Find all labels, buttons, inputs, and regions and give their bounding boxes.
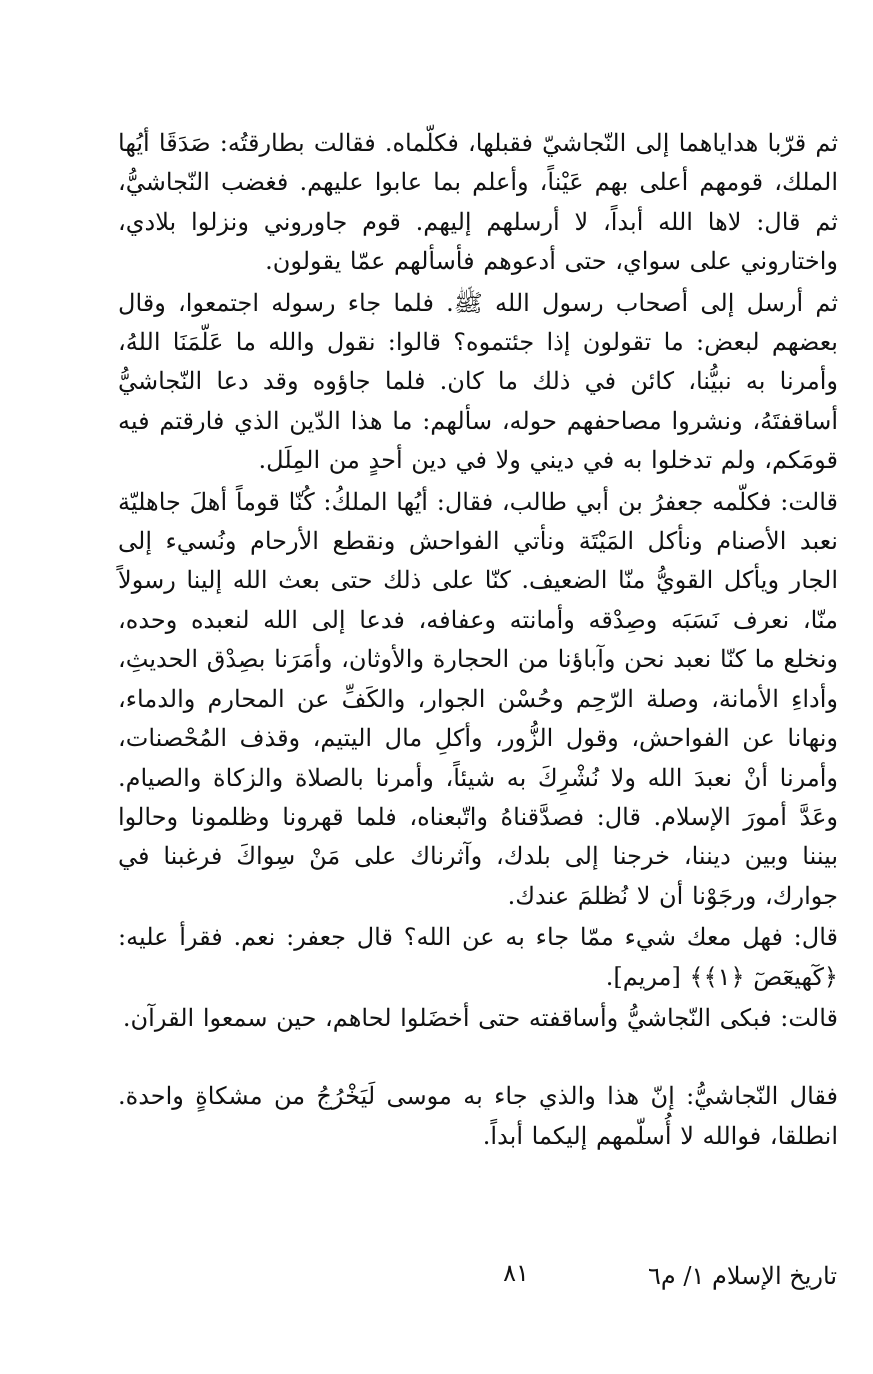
paragraph-1: ثم قرّبا هداياهما إلى النّجاشيّ فقبلها، فكلّماه. فقالت بطارقتُه: صَدَقَا أيُها الملك، قومهم أعلى بهم عَيْناً، وأعلم بما عابوا عليهم. فغضب النّجاشيُّ، ثم قال: لاها الله أبداً، لا أرسلهم إليهم. قوم جاوروني ونزلوا بلادي، واختاروني على سواي، حتى أدعوهم فأسألهم عمّا يقولون.: [118, 129, 838, 276]
paragraph-3: قالت: فكلّمه جعفرُ بن أبي طالب، فقال: أيُها الملكُ: كُنّا قوماً أهلَ جاهليّة نعبد الأصنام ونأكل المَيْتَة ونأتي الفواحش ونقطع الأرحام ونُسيء إلى الجار ويأكل القويُّ منّا الضعيف. كنّا على ذلك حتى بعث الله إلينا رسولاً منّا، نعرف نَسَبَه وصِدْقه وأمانته وعفافه، فدعا إلى الله لنعبده وحده، ونخلع ما كنّا نعبد نحن وآباؤنا من الحجارة والأوثان، وأمَرَنا بصِدْق الحديثِ، وأداءِ الأمانة، وصلة الرّحِم وحُسْن الجوار، والكَفِّ عن المحارم والدماء، ونهانا عن الفواحش، وقول الزُّور، وأكلِ مال اليتيم، وقذف المُحْصنات، وأمرنا أنْ نعبدَ الله ولا نُشْرِكَ به شيئاً، وأمرنا بالصلاة والزكاة والصيام. وعَدَّ أمورَ الإسلام. قال: فصدَّقناهُ واتّبعناه، فلما قهرونا وظلمونا وحالوا بيننا وبين ديننا، خرجنا إلى بلدك، وآثرناك على مَنْ سِواكَ فرغبنا في جوارك، ورجَوْنا أن لا نُظلمَ عندك.: [118, 487, 839, 910]
paragraph-4: قال: فهل معك شيء ممّا جاء به عن الله؟ قال جعفر: نعم. فقرأ عليه: ﴿كٓهيعٓصٓ ﴿١﴾﴾ [مريم].: [118, 923, 838, 991]
paragraph-gap: [118, 1038, 838, 1077]
page-text: [118, 124, 838, 1156]
running-footer-label: تاريخ الإسلام ١/ م٦: [647, 1262, 837, 1290]
paragraph-2: ثم أرسل إلى أصحاب رسول الله ﷺ. فلما جاء رسوله اجتمعوا، وقال بعضهم لبعض: ما تقولون إذا جئتموه؟ قالوا: نقول والله ما عَلّمَنَا اللهُ، وأمرنا به نبيُّنا، كائن في ذلك ما كان. فلما جاؤوه وقد دعا النّجاشيُّ أساقفتَهُ، ونشروا مصاحفهم حوله، سألهم: ما هذا الدّين الذي فارقتم فيه قومَكم، ولم تدخلوا به في ديني ولا في دين أحدٍ من المِلَل.: [118, 288, 838, 475]
paragraph-5: قالت: فبكى النّجاشيُّ وأساقفته حتى أخضَلوا لحاهم، حين سمعوا القرآن.: [122, 1003, 838, 1032]
closing-paragraph: فقال النّجاشيُّ: إنّ هذا والذي جاء به موسى لَيَخْرُجُ من مشكاةٍ واحدة. انطلقا، فوالله لا أُسلّمهم إليكما أبداً.: [118, 1082, 838, 1150]
page-number: ٨١: [503, 1259, 529, 1287]
